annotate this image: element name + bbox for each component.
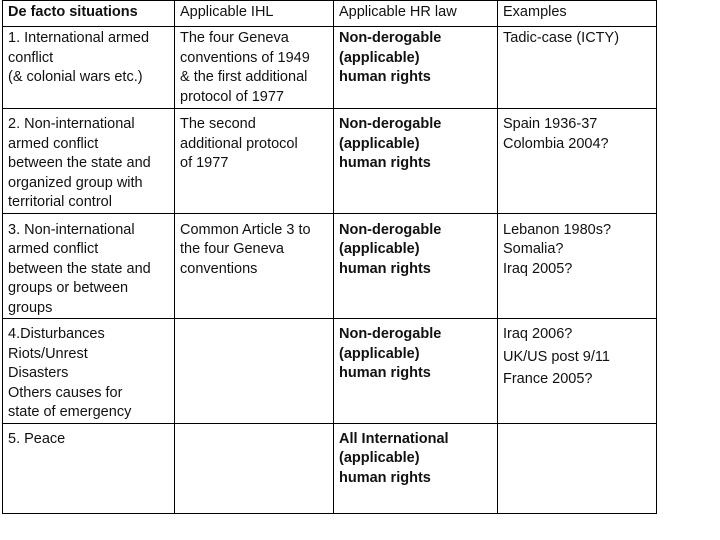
cell-text-line: groups <box>8 299 53 316</box>
ihl-table <box>2 0 657 514</box>
cell-text-line: (applicable) <box>339 241 420 257</box>
header-cell-ihl <box>175 1 334 27</box>
cell-text-line: armed conflict <box>8 241 99 257</box>
cell-text-line: Others causes for <box>8 384 123 401</box>
cell-text-line: 2. Non-international <box>8 116 135 132</box>
header-label: Applicable IHL <box>180 4 274 20</box>
table-row <box>3 213 657 319</box>
cell-text-line: Non-derogable <box>339 30 442 46</box>
table-row <box>3 319 657 424</box>
table-row <box>3 27 657 109</box>
header-row <box>3 1 657 27</box>
hr-law-cell <box>334 423 498 513</box>
cell-text-line: human rights <box>339 365 431 381</box>
cell-text-line: armed conflict <box>8 135 99 152</box>
table-row <box>3 423 657 513</box>
cell-text-line: All International <box>339 430 449 447</box>
cell-text-line: (applicable) <box>339 450 420 466</box>
cell-text-line: Spain 1936-37 <box>503 116 598 132</box>
header-label: Applicable HR law <box>339 4 457 20</box>
examples-cell <box>498 27 657 109</box>
hr-law-cell <box>334 319 498 424</box>
cell-text-line: additional protocol <box>180 135 298 152</box>
cell-text-line: UK/US post 9/11 <box>503 348 610 365</box>
header-cell-situations <box>3 1 175 27</box>
cell-text-line: Riots/Unrest <box>8 345 88 362</box>
hr-law-cell <box>334 109 498 214</box>
cell-text-line: Somalia? <box>503 241 564 257</box>
cell-text-line: Common Article 3 to <box>180 221 311 238</box>
cell-text-line: France 2005? <box>503 371 593 387</box>
situation-cell <box>3 213 175 319</box>
situation-cell <box>3 423 175 513</box>
cell-text-line: 1. International armed <box>8 30 150 46</box>
cell-text-line: between the state and <box>8 260 151 277</box>
cell-text-line: The second <box>180 116 256 132</box>
situation-cell <box>3 27 175 109</box>
cell-text-line: state of emergency <box>8 404 132 420</box>
cell-text-line: Non-derogable <box>339 326 442 342</box>
situation-cell <box>3 109 175 214</box>
examples-cell <box>498 213 657 319</box>
cell-text-line: conflict <box>8 49 54 66</box>
cell-text-line: Iraq 2006? <box>503 326 573 342</box>
ihl-cell <box>175 109 334 214</box>
cell-text-line: human rights <box>339 469 431 486</box>
table-row <box>3 109 657 214</box>
header-cell-hr <box>334 1 498 27</box>
cell-text-line: 4.Disturbances <box>8 326 105 342</box>
cell-text-line: Tadic-case (ICTY) <box>503 30 620 46</box>
ihl-cell <box>175 27 334 109</box>
situation-cell <box>3 319 175 424</box>
cell-text-line: Disasters <box>8 365 69 381</box>
hr-law-cell <box>334 213 498 319</box>
cell-text-line: human rights <box>339 155 431 171</box>
cell-text-line: conventions <box>180 260 258 277</box>
cell-text-line: (& colonial wars etc.) <box>8 69 143 85</box>
cell-text-line: (applicable) <box>339 49 420 66</box>
cell-text-line: Non-derogable <box>339 221 442 238</box>
cell-text-line: protocol of 1977 <box>180 88 284 105</box>
cell-text-line: organized group with <box>8 174 143 191</box>
cell-text-line: The four Geneva <box>180 30 289 46</box>
cell-text-line: & the first additional <box>180 69 308 85</box>
ihl-cell-empty <box>175 423 334 513</box>
cell-text-line: Colombia 2004? <box>503 135 609 152</box>
examples-cell-empty <box>498 423 657 513</box>
hr-law-cell <box>334 27 498 109</box>
cell-text-line: human rights <box>339 260 431 277</box>
header-cell-examples <box>498 1 657 27</box>
examples-cell <box>498 319 657 424</box>
header-label: De facto situations <box>8 4 138 20</box>
cell-text-line: conventions of 1949 <box>180 49 310 66</box>
cell-text-line: (applicable) <box>339 135 420 152</box>
ihl-cell <box>175 213 334 319</box>
cell-text-line: of 1977 <box>180 155 229 171</box>
cell-text-line: (applicable) <box>339 345 420 362</box>
cell-text-line: human rights <box>339 69 431 85</box>
examples-cell <box>498 109 657 214</box>
ihl-cell-empty <box>175 319 334 424</box>
cell-text-line: territorial control <box>8 194 112 210</box>
cell-text-line: Iraq 2005? <box>503 260 573 277</box>
cell-text-line: Lebanon 1980s? <box>503 221 612 238</box>
cell-text-line: groups or between <box>8 280 129 296</box>
cell-text-line: 5. Peace <box>8 430 66 447</box>
cell-text-line: between the state and <box>8 155 151 171</box>
cell-text-line: the four Geneva <box>180 241 284 257</box>
cell-text-line: 3. Non-international <box>8 221 135 238</box>
header-label: Examples <box>503 4 567 20</box>
cell-text-line: Non-derogable <box>339 116 442 132</box>
